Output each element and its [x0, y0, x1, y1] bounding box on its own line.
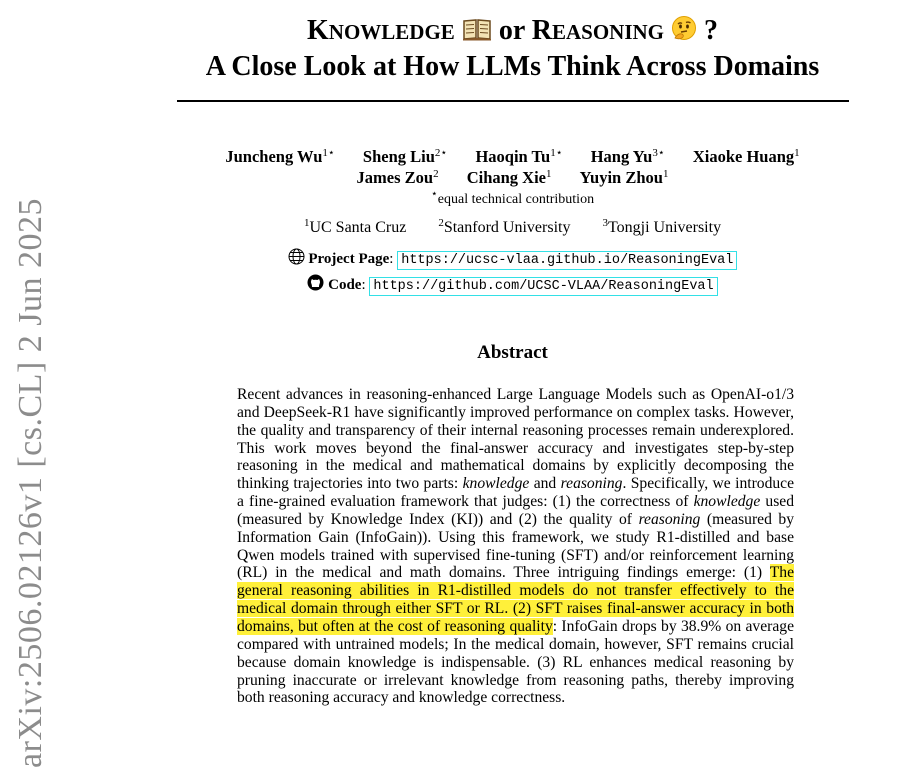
author: Juncheng $Wu^{1⋆}$	[225, 147, 335, 166]
title-divider	[177, 100, 849, 102]
term-knowledge: knowledge	[693, 493, 761, 511]
author: Hang $Yu^{3⋆}$	[590, 147, 665, 166]
author: Haoqin $Tu^{1⋆}$	[475, 147, 563, 166]
title-word2-rest: EASONING	[551, 20, 664, 44]
affiliation: $^1$UC Santa Cruz	[303, 217, 407, 236]
author: Cihang Xie$^1$	[466, 168, 552, 187]
author: Xiaoke Huang$^1$	[692, 147, 800, 166]
equal-contribution-note: ⋆equal technical contribution	[430, 188, 595, 207]
author-row-2	[150, 167, 875, 188]
title-question-mark: ?	[704, 15, 718, 46]
paper-title	[150, 14, 875, 84]
globe-icon	[288, 248, 305, 270]
term-reasoning: reasoning	[560, 475, 623, 493]
author: James Zou$^2$	[356, 168, 439, 187]
code-row: Code: https://github.com/UCSC-VLAA/ReasoningEval	[150, 274, 875, 296]
title-line-1	[150, 14, 875, 50]
title-subtitle: A Close Look at How LLMs Think Across Domains	[205, 51, 820, 82]
project-page-row: Project Page: https://ucsc-vlaa.github.io/ReasoningEval	[150, 248, 875, 270]
highlighted-finding: The general reasoning abilities in R1-distilled models do not transfer effectively to the medical domain through either SFT or RL. (2) SFT raises final-answer accuracy in both domains, but often at the cost of reasoning quality	[237, 564, 794, 635]
title-word1-rest: NOWLEDGE	[328, 20, 455, 44]
code-label: Code	[328, 277, 362, 293]
abstract-body: Recent advances in reasoning-enhanced Large Language Models such as OpenAI-o1/3 and DeepSeek-R1 have significantly improved performance on complex tasks. However, the quality and transparency of their internal reasoning processes remain underexplored. This work moves beyond the final-answer accuracy and investigates step-by-step reasoning in the medical and mathematical domains by explicitly decomposing the thinking trajectories into two parts: knowledge and reasoning. Specifically, we introduce a fine-grained evaluation framework that judges: (1) the correctness of knowledge used (measured by Knowledge Index (KI)) and (2) the quality of reasoning (measured by Information Gain (InfoGain)). Using this framework, we study R1-distilled and base Qwen models trained with supervised fine-tuning (SFT) and/or reinforcement learning (RL) in the medical and math domains. Three intriguing findings emerge: (1) The general reasoning abilities in R1-distilled models do not transfer effectively to the medical domain through either SFT or RL. (2) SFT raises final-answer accuracy in both domains, but often at the cost of reasoning quality: InfoGain drops by 38.9% on average compared with untrained models; In the medical domain, however, SFT remains crucial because domain knowledge is indispensable. (3) RL enhances medical reasoning by pruning inaccurate or irrelevant knowledge from reasoning paths, thereby improving both reasoning accuracy and knowledge correctness.	[237, 386, 795, 707]
author-row-1	[150, 146, 875, 167]
project-page-link[interactable]: https://ucsc-vlaa.github.io/ReasoningEval	[397, 251, 737, 270]
github-icon	[307, 274, 324, 296]
author-list	[150, 146, 875, 188]
code-link[interactable]: https://github.com/UCSC-VLAA/ReasoningEval	[369, 277, 717, 296]
term-knowledge: knowledge	[462, 475, 530, 493]
author: Yuyin Zhou$^1$	[579, 168, 669, 187]
title-word2-initial: R	[531, 15, 552, 46]
title-connector: or	[498, 15, 525, 46]
abstract-heading: Abstract	[477, 342, 548, 363]
affiliations	[150, 219, 875, 237]
affiliation: $^3$Tongji University	[602, 217, 722, 236]
title-word1-initial: K	[307, 15, 329, 46]
project-page-label: Project Page	[308, 251, 390, 267]
author: Sheng Liu$^{2⋆}$	[362, 147, 448, 166]
term-reasoning: reasoning	[638, 510, 701, 528]
thinking-face-icon	[671, 15, 697, 50]
book-icon	[462, 16, 492, 50]
affiliation: $^2$Stanford University	[438, 217, 571, 236]
arxiv-identifier: arXiv:2506.02126v1 [cs.CL] 2 Jun 2025	[12, 197, 49, 768]
